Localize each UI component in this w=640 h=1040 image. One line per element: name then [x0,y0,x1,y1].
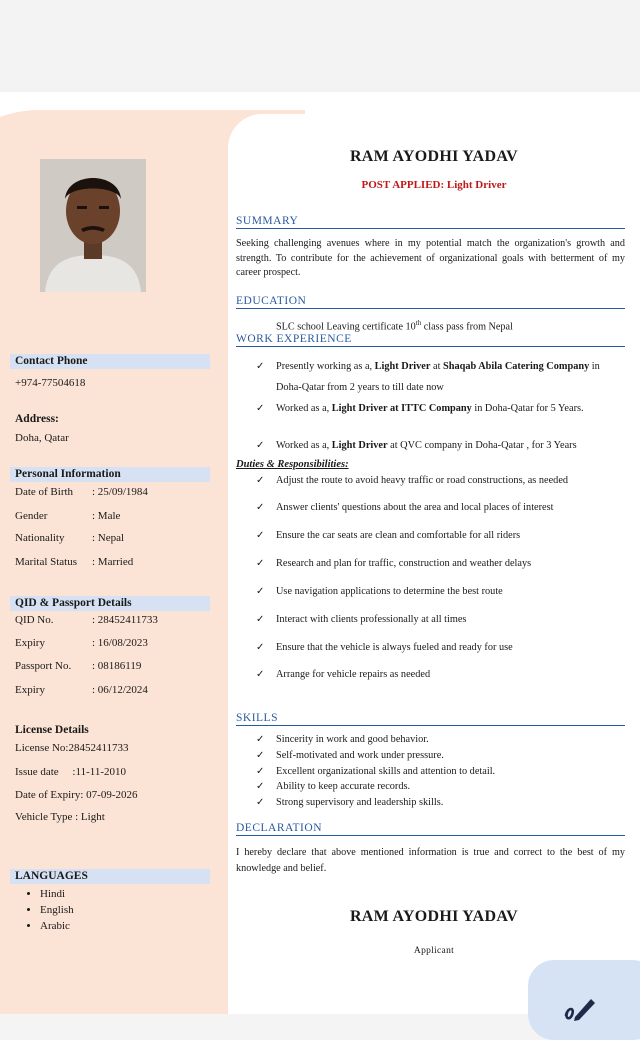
work-item-1: ✓ Presently working as a, Light Driver at Shaqab Abila Catering Company in Doha-Qatar from 2 years to till date now [256,356,628,398]
marital-value: : Married [92,556,134,568]
check-icon: ✓ [256,734,265,745]
languages-heading: LANGUAGES [15,870,88,882]
summary-heading: SUMMARY [236,214,625,229]
address-value: Doha, Qatar [15,432,69,444]
person-photo-icon [40,159,146,292]
check-icon: ✓ [256,558,265,569]
qid-no-label: QID No. [15,614,54,626]
contact-phone-value: +974-77504618 [15,377,86,389]
declaration-text: I hereby declare that above mentioned information is true and correct to the best of my knowledge and belief. [236,847,625,874]
check-icon: ✓ [256,502,265,513]
nationality-value: : Nepal [92,532,125,544]
dob-value: : 25/09/1984 [92,486,148,498]
passport-expiry-label: Expiry [15,684,45,696]
license-issue-date: Issue date :11-11-2010 [15,766,126,778]
dob-label: Date of Birth [15,486,74,498]
check-icon: ✓ [256,586,265,597]
gender-value: : Male [92,510,121,522]
check-icon: ✓ [256,781,265,792]
check-icon: ✓ [256,403,265,414]
signature-name: RAM AYODHI YADAV [349,908,519,925]
check-icon: ✓ [256,475,265,486]
resume-sidebar [0,92,228,1014]
check-icon: ✓ [256,669,265,680]
post-applied: POST APPLIED: Light Driver [361,179,507,191]
check-icon: ✓ [256,642,265,653]
check-icon: ✓ [256,440,265,451]
duties-heading: Duties & Responsibilities: [236,459,349,470]
check-icon: ✓ [256,797,265,808]
resume-page: Contact Phone +974-77504618 Address: Doha, Qatar Personal Information Date of Birth : 25/09/1984 Gender : Male Nationality : Nepal Marital Status : Married QID & Passport Details QID No. : 28452411733 Expiry : 16/08/2023 Passport No. : 08186119 Expiry : 06/12/2024 License Details License No:28452411733 Issue date :11-11-2010 Date of Expiry: 07-09-2026 Vehicle Type : Light LANGUAGES • Hindi • English • Arabic RAM AYODHI YADAV POST APPLIED: Light Driver SUMMARY Seeking challenging avenues where in my potential match the organization's growth and strength. To contribute for the achievement of organizational goals with betterment of my career prospect. EDUCATION SLC school Leaving certificate 10th class pass from Nepal WORK EXPERIENCE ✓ Presently working as a, Light Driver at Shaqab Abila Catering Company in Doha-Qatar from 2 years to till date now ✓ Worked as a, Light Driver at ITTC Company in Doha-Qatar for 5 Years. ✓ Worked as a, Light Driver at QVC company in Doha-Qatar , for 3 Years Duties & Responsibilities: ✓ Adjust the route to avoid heavy traffic or road constructions, as needed ✓ Answer clients' questions about the area and local places of interest ✓ Ensure the car seats are clean and comfortable for all riders ✓ Research and plan for traffic, construction and weather delays ✓ Use navigation applications to determine the best route ✓ Interact with clients professionally at all times ✓ Ensure that the vehicle is always fueled and ready for use ✓ Arrange for vehicle repairs as needed SKILLS ✓ Sincerity in work and good behavior. ✓ Self-motivated and work under pressure. ✓ Excellent organizational skills and attention to detail. ✓ Ability to keep accurate records. ✓ Strong supervisory and leadership skills. DECLARATION I hereby declare that above mentioned information is true and correct to the best of my knowledge and belief. RAM AYODHI YADAV Applicant [0,92,640,1014]
work-item-2: ✓ Worked as a, Light Driver at ITTC Company in Doha-Qatar for 5 Years. [256,398,628,419]
candidate-name: RAM AYODHI YADAV [349,148,519,165]
education-heading: EDUCATION [236,294,625,309]
marital-label: Marital Status [15,556,78,568]
check-icon: ✓ [256,766,265,777]
profile-photo [40,159,146,292]
declaration-heading: DECLARATION [236,821,625,836]
contact-phone-heading: Contact Phone [15,355,88,367]
passport-expiry-value: : 06/12/2024 [92,684,148,696]
check-icon: ✓ [256,530,265,541]
signature-role: Applicant [413,946,455,956]
languages-list [30,886,74,934]
license-heading: License Details [15,724,89,736]
qid-expiry-value: : 16/08/2023 [92,637,148,649]
summary-text: Seeking challenging avenues where in my potential match the organization's growth and strength. To contribute for the achievement of organizational goals with betterment of my career prospect. [236,238,625,278]
skills-heading: SKILLS [236,711,625,726]
nationality-label: Nationality [15,532,65,544]
check-icon: ✓ [256,614,265,625]
language-item: • Arabic [40,918,74,934]
check-icon: ✓ [256,750,265,761]
passport-no-label: Passport No. [15,660,72,672]
work-experience-heading: WORK EXPERIENCE [236,332,625,347]
language-item: • English [40,902,74,918]
passport-no-value: : 08186119 [92,660,142,672]
license-no: License No:28452411733 [15,742,129,754]
license-vehicle-type: Vehicle Type : Light [15,811,105,823]
viewer-top-bar [0,0,640,92]
address-heading: Address: [15,413,59,425]
qid-heading: QID & Passport Details [15,597,132,609]
qid-expiry-label: Expiry [15,637,45,649]
check-icon: ✓ [256,361,265,372]
language-item: • Hindi [40,886,74,902]
gender-label: Gender [15,510,48,522]
qid-no-value: : 28452411733 [92,614,158,626]
license-expiry: Date of Expiry: 07-09-2026 [15,789,138,801]
education-text: SLC school Leaving certificate 10th class pass from Nepal [276,319,513,333]
personal-info-heading: Personal Information [15,468,121,480]
